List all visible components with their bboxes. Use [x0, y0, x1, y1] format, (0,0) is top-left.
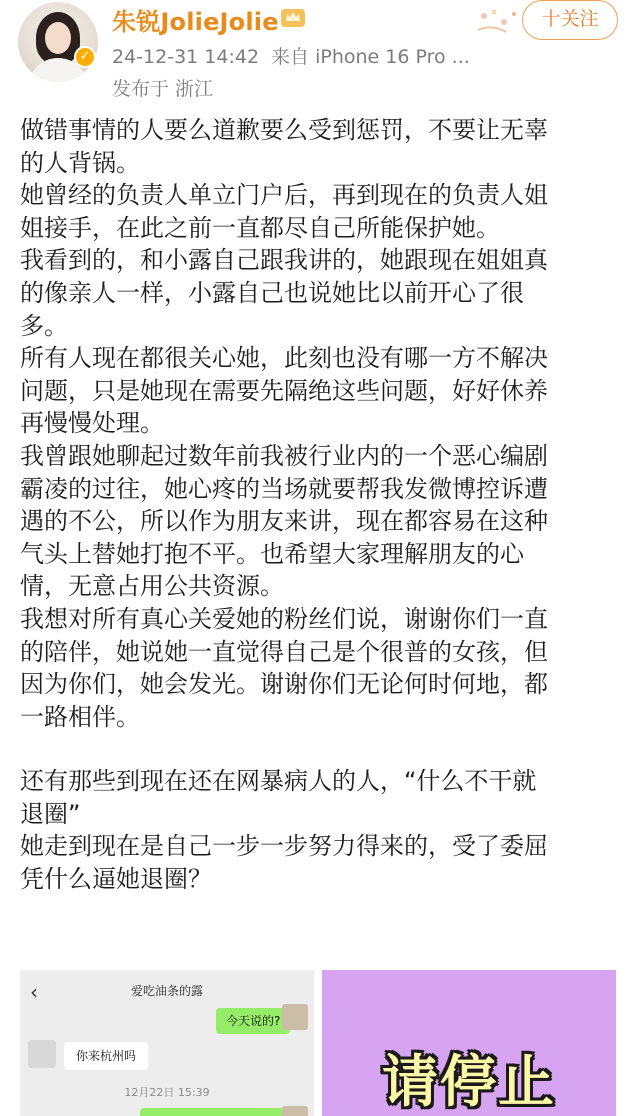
- post-paragraph: 做错事情的人要么道歉要么受到惩罚，不要让无辜 的人背锅。: [20, 116, 548, 177]
- back-arrow-icon: ‹: [30, 980, 38, 1004]
- post-meta: [112, 42, 482, 69]
- avatar-face: [45, 22, 71, 54]
- author-name[interactable]: 朱锐JolieJolie: [112, 8, 279, 36]
- post-paragraph: 还有那些到现在还在网暴病人的人，“什么不干就 退圈”: [20, 767, 537, 828]
- post-paragraph: 所有人现在都很关心她，此刻也没有哪一方不解决 问题，只是她现在需要先隔绝这些问题，好好休养 再慢慢处理。: [20, 344, 548, 438]
- post-paragraph: 她曾经的负责人单立门户后，再到现在的负责人姐 姐接手，在此之前一直都尽自己所能保护她。: [20, 181, 548, 242]
- post-date: 24-12-31 14:42: [112, 46, 260, 68]
- post-paragraph: 我看到的，和小露自己跟我讲的，她跟现在姐姐真 的像亲人一样，小露自己也说她比以前开心了很 多。: [20, 246, 548, 340]
- chat-avatar-self: [282, 1004, 308, 1030]
- chat-avatar-other: [28, 1040, 56, 1068]
- chat-bubble-incoming: 你来杭州吗: [64, 1042, 148, 1070]
- chat-bubble-outgoing: [140, 1108, 290, 1116]
- flower-decoration-icon: [470, 4, 530, 40]
- verified-badge-icon: ✓: [74, 46, 96, 68]
- post-paragraph: 她走到现在是自己一步一步努力得来的，受了委屈 凭什么逼她退圈？: [20, 832, 548, 894]
- chat-bubble-outgoing: 今天说的?: [216, 1008, 290, 1034]
- post-location: 发布于 浙江: [112, 78, 214, 100]
- stop-sign-image[interactable]: [322, 970, 616, 1116]
- author-avatar[interactable]: [18, 2, 98, 82]
- crown-icon: [280, 6, 306, 28]
- chat-avatar-self: [282, 1106, 308, 1116]
- chat-title: 爱吃油条的露: [130, 984, 203, 998]
- follow-button[interactable]: 十关注: [522, 0, 618, 40]
- stop-text: 请停止: [382, 1050, 556, 1115]
- post-source: 来自 iPhone 16 Pro ...: [271, 46, 470, 68]
- post-text: [20, 114, 620, 896]
- post-paragraph: 我想对所有真心关爱她的粉丝们说，谢谢你们一直 的陪伴，她说她一直觉得自己是个很普的女孩，但 因为你们，她会发光。谢谢你们无论何时何地，都 一路相伴。: [20, 604, 548, 731]
- post-paragraph: 我曾跟她聊起过数年前我被行业内的一个恶心编剧 霸凌的过往，她心疼的当场就要帮我发微博控诉遭 遇的不公，所以作为朋友来讲，现在都容易在这种 气头上替她打抱不平。也希望大家理解朋友的心 情，无意占用公共资源。: [20, 441, 548, 601]
- paragraph-gap: [20, 733, 620, 765]
- post-header: [0, 0, 636, 106]
- chat-screenshot-image[interactable]: [20, 970, 314, 1116]
- chat-timestamp: 12月22日 15:39: [124, 1086, 210, 1099]
